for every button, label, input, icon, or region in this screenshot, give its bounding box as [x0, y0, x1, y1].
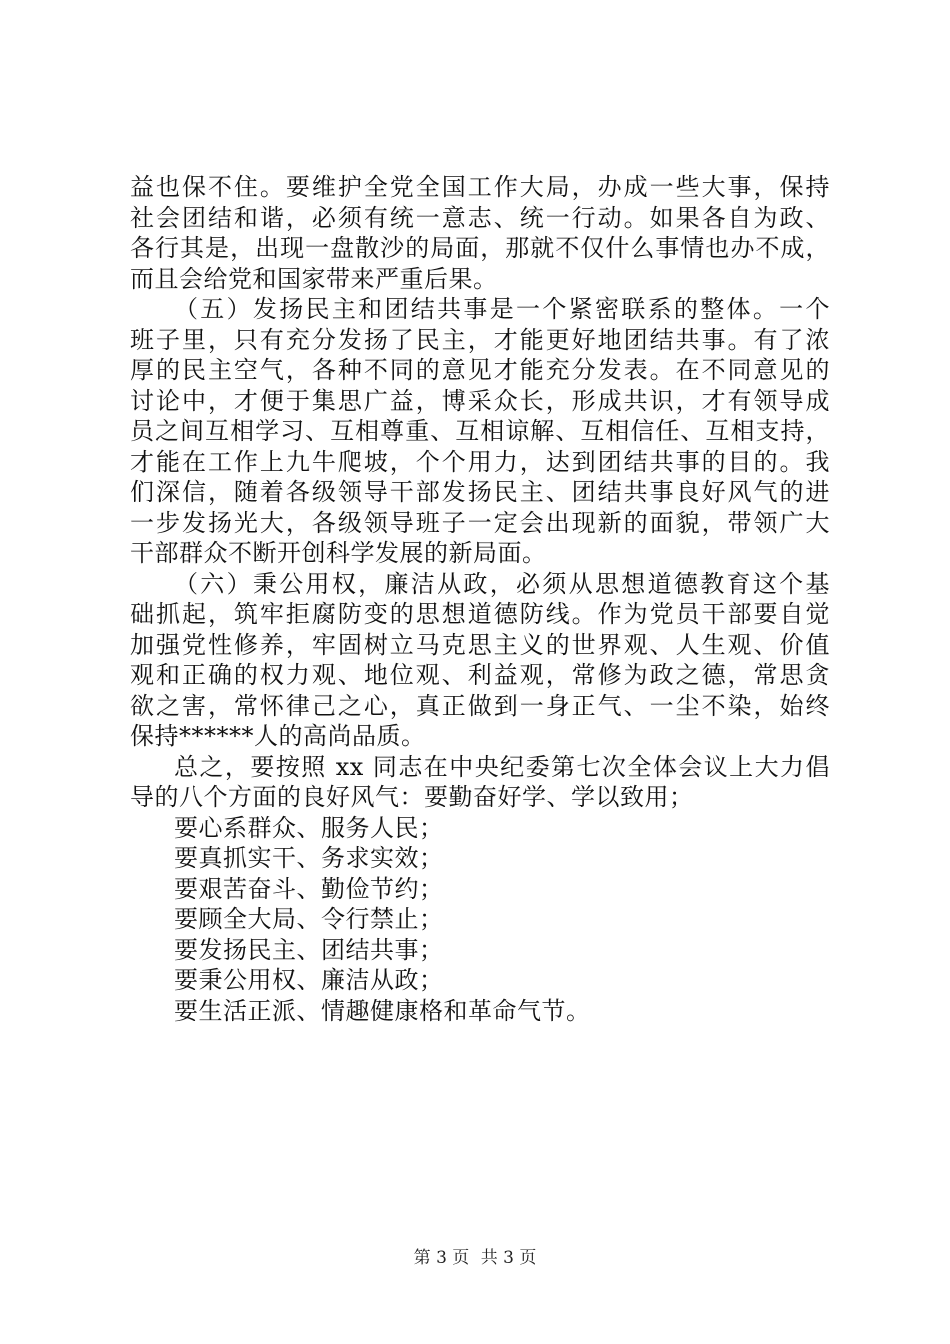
list-item: 要秉公用权、廉洁从政； — [174, 966, 444, 994]
page-footer — [0, 1243, 950, 1268]
list-item: 要发扬民主、团结共事； — [174, 935, 444, 964]
paragraph-start-five: （五）发扬民主和团结共事是一个紧密联系的整体。一个 — [174, 295, 830, 323]
paragraph-start-six: （六）秉公用权，廉洁从政，必须从思想道德教育这个基 — [174, 569, 830, 598]
body-line: 各行其是，出现一盘散沙的局面，那就不仅什么事情也办不成， — [130, 234, 830, 262]
paragraph-start-summary: 总之，要按照 xx 同志在中央纪委第七次全体会议上大力倡 — [174, 752, 830, 781]
body-line: 才能在工作上九牛爬坡，个个用力，达到团结共事的目的。我 — [130, 447, 830, 476]
list-item: 要艰苦奋斗、勤俭节约； — [174, 874, 444, 903]
body-line: 们深信，随着各级领导干部发扬民主、团结共事良好风气的进 — [130, 478, 830, 506]
body-line: 欲之害，常怀律己之心，真正做到一身正气、一尘不染，始终 — [130, 691, 830, 720]
body-line: 社会团结和谐，必须有统一意志、统一行动。如果各自为政、 — [130, 203, 830, 232]
body-line: 厚的民主空气，各种不同的意见才能充分发表。在不同意见的 — [130, 356, 830, 384]
body-line: 员之间互相学习、互相尊重、互相谅解、互相信任、互相支持， — [130, 417, 830, 445]
page-total: 共 3 页 — [480, 1248, 537, 1268]
page-number: 第 3 页 — [413, 1248, 470, 1268]
body-line: 观和正确的权力观、地位观、利益观，常修为政之德，常思贪 — [130, 661, 830, 689]
body-line: 加强党性修养，牢固树立马克思主义的世界观、人生观、价值 — [130, 630, 830, 659]
body-line: 而且会给党和国家带来严重后果。 — [130, 264, 498, 293]
body-line: 班子里，只有充分发扬了民主，才能更好地团结共事。有了浓 — [130, 325, 830, 354]
list-item: 要顾全大局、令行禁止； — [174, 905, 444, 933]
list-item: 要生活正派、情趣健康格和革命气节。 — [174, 996, 591, 1025]
document-body — [130, 172, 830, 1026]
body-line: 础抓起，筑牢拒腐防变的思想道德防线。作为党员干部要自觉 — [130, 600, 830, 628]
list-item: 要心系群众、服务人民； — [174, 813, 444, 842]
body-line: 导的八个方面的良好风气：要勤奋好学、学以致用； — [130, 783, 694, 811]
body-line: 益也保不住。要维护全党全国工作大局，办成一些大事，保持 — [130, 173, 830, 201]
body-line: 讨论中，才便于集思广益，博采众长，形成共识，才有领导成 — [130, 386, 830, 415]
body-line: 保持******人的高尚品质。 — [130, 722, 426, 750]
list-item: 要真抓实干、务求实效； — [174, 844, 444, 872]
body-line: 一步发扬光大，各级领导班子一定会出现新的面貌，带领广大 — [130, 508, 830, 537]
body-line: 干部群众不断开创科学发展的新局面。 — [130, 539, 547, 567]
